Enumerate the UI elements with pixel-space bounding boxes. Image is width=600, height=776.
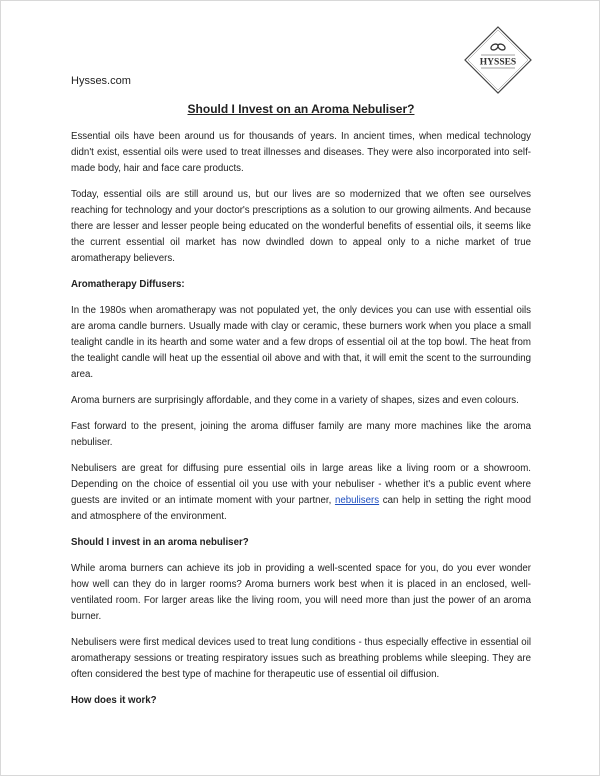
paragraph-1980s: In the 1980s when aromatherapy was not populated yet, the only devices you can use with essential oils are aroma candle burners. Usually made with clay or ceramic, these burners work when you place a small tealight candle in its hearth and some water and a few drops of essential oil at the top bowl. The heat from the tealight candle will heat up the essential oil above and with that, it will emit the scent to the surrounding area. [71,305,531,380]
paragraph-nebulisers-end: can help in setting the right mood and atmosphere of the environment. [71,495,531,522]
logo-text: HYSSES [479,57,517,68]
paragraph-larger-rooms: While aroma burners can achieve its job in providing a well-scented space for you, do you ever wonder how well can they do in larger rooms? Aroma burners work best when it is placed in an enclosed, well-ventilated room. For larger areas like the living room, you will need more than just the power of an aroma burner. [71,563,531,622]
article-body [71,129,531,719]
paragraph-burners-affordable: Aroma burners are surprisingly affordable, and they come in a variety of shapes, sizes and even colours. [71,395,519,406]
heading-aromatherapy-diffusers: Aromatherapy Diffusers: [71,279,185,290]
paragraph-today: Today, essential oils are still around us, but our lives are so modernized that we often see ourselves reaching for technology and your doctor's prescriptions as a solution to our growing ailments. And because there are lesser and lesser people being educated on the wonderful benefits of essential oils, it seems like the current essential oil market has now dwindled down to appeal only to a niche market of true aromatherapy believers. [71,189,531,264]
paragraph-fast-forward: Fast forward to the present, joining the aroma diffuser family are many more machines like the aroma nebuliser. [71,421,531,448]
logo-emblem [463,25,533,95]
heading-should-i-invest: Should I invest in an aroma nebuliser? [71,537,249,548]
paragraph-medical-devices: Nebulisers were first medical devices used to treat lung conditions - thus especially effective in essential oil aromatherapy sessions or treating respiratory issues such as breathing problems while sleeping. They are often considered the best type of machine for therapeutic use of essential oil diffusion. [71,637,531,680]
infinity-knot-icon [490,43,506,51]
paragraph-intro: Essential oils have been around us for thousands of years. In ancient times, when medical technology didn't exist, essential oils were used to treat illnesses and diseases. They were also incorporated into self-made body, hair and face care products. [71,131,531,174]
heading-how-does-it-work: How does it work? [71,695,157,706]
page-title: Should I Invest on an Aroma Nebuliser? [187,102,415,116]
site-name: Hysses.com [71,75,131,87]
paragraph-nebulisers [71,461,531,525]
nebulisers-link[interactable]: nebulisers [334,495,380,506]
hysses-logo [463,25,533,95]
paragraph-nebulisers-start: Nebulisers are great for diffusing pure essential oils in large areas like a living room or a showroom. Depending on the choice of essential oil you use with your nebuliser - whether it's a public event where guests are invited or an intimate moment with your partner, [71,463,531,506]
